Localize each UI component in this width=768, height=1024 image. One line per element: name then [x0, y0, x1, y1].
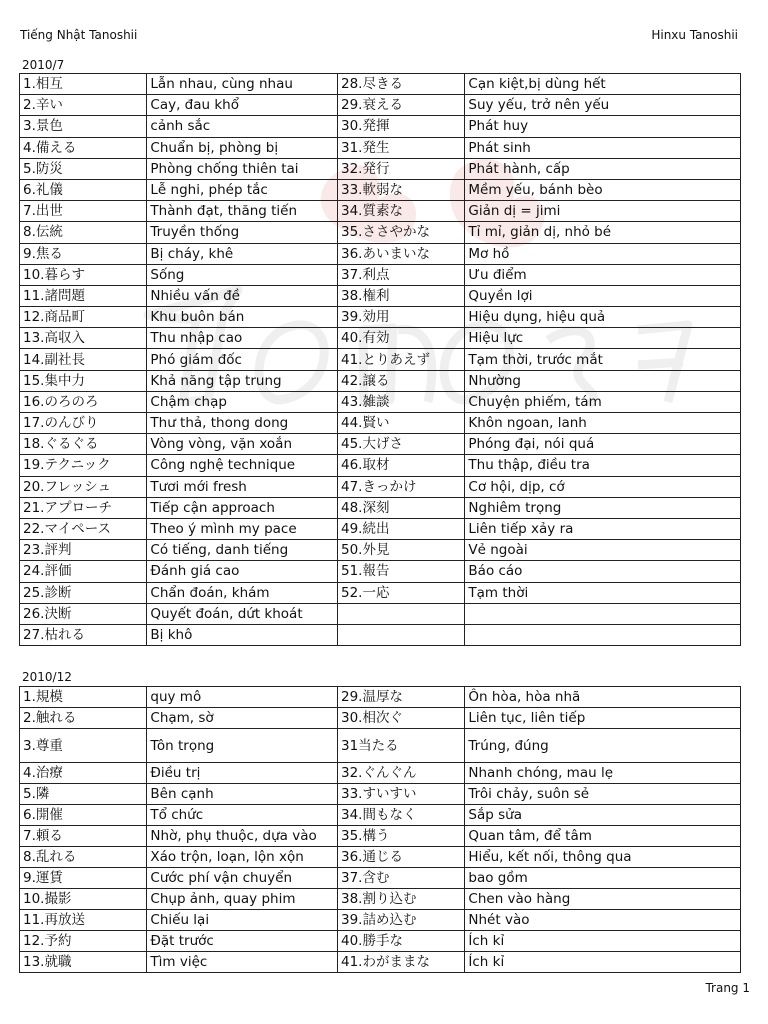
header-left-title: Tiếng Nhật Tanoshii: [20, 28, 138, 42]
table-row: [20, 763, 741, 784]
vocab-table: [19, 686, 741, 973]
vietnamese-meaning-cell: Phát huy: [465, 116, 741, 137]
vietnamese-meaning-cell: Theo ý mình my pace: [147, 518, 338, 539]
vietnamese-meaning-cell: Truyền thống: [147, 222, 338, 243]
vietnamese-meaning-cell: Thành đạt, thăng tiến: [147, 201, 338, 222]
table-row: [20, 116, 741, 137]
japanese-term-cell: [338, 603, 465, 624]
japanese-term-cell: 37.利点: [338, 264, 465, 285]
table-row: [20, 603, 741, 624]
vietnamese-meaning-cell: Bị khô: [147, 624, 338, 645]
japanese-term-cell: 45.大げさ: [338, 434, 465, 455]
page-number: Trang 1: [705, 981, 750, 995]
vietnamese-meaning-cell: Chuẩn bị, phòng bị: [147, 137, 338, 158]
vietnamese-meaning-cell: Sắp sửa: [465, 805, 741, 826]
japanese-term-cell: 3.尊重: [20, 729, 147, 763]
japanese-term-cell: 43.雑談: [338, 391, 465, 412]
vietnamese-meaning-cell: Nhường: [465, 370, 741, 391]
vietnamese-meaning-cell: Liên tiếp xảy ra: [465, 518, 741, 539]
table-row: [20, 434, 741, 455]
vietnamese-meaning-cell: Vòng vòng, vặn xoắn: [147, 434, 338, 455]
table-row: [20, 349, 741, 370]
japanese-term-cell: 13.高収入: [20, 328, 147, 349]
vietnamese-meaning-cell: Có tiếng, danh tiếng: [147, 540, 338, 561]
vietnamese-meaning-cell: Nhiều vấn đề: [147, 285, 338, 306]
vietnamese-meaning-cell: Nghiêm trọng: [465, 497, 741, 518]
japanese-term-cell: 8.伝統: [20, 222, 147, 243]
japanese-term-cell: 30.発揮: [338, 116, 465, 137]
table-row: [20, 729, 741, 763]
japanese-term-cell: 49.続出: [338, 518, 465, 539]
japanese-term-cell: 15.集中力: [20, 370, 147, 391]
vietnamese-meaning-cell: Cay, đau khổ: [147, 95, 338, 116]
japanese-term-cell: 4.備える: [20, 137, 147, 158]
japanese-term-cell: 32.発行: [338, 158, 465, 179]
table-row: [20, 137, 741, 158]
japanese-term-cell: 10.暮らす: [20, 264, 147, 285]
japanese-term-cell: 34.間もなく: [338, 805, 465, 826]
vietnamese-meaning-cell: Điều trị: [147, 763, 338, 784]
vietnamese-meaning-cell: Ôn hòa, hòa nhã: [465, 687, 741, 708]
vietnamese-meaning-cell: Tôn trọng: [147, 729, 338, 763]
japanese-term-cell: 17.のんびり: [20, 413, 147, 434]
vietnamese-meaning-cell: Khu buôn bán: [147, 307, 338, 328]
vietnamese-meaning-cell: Ưu điểm: [465, 264, 741, 285]
japanese-term-cell: 19.テクニック: [20, 455, 147, 476]
japanese-term-cell: 33.すいすい: [338, 784, 465, 805]
table-row: [20, 158, 741, 179]
japanese-term-cell: 38.権利: [338, 285, 465, 306]
vietnamese-meaning-cell: Chụp ảnh, quay phim: [147, 889, 338, 910]
japanese-term-cell: 39.詰め込む: [338, 910, 465, 931]
vietnamese-meaning-cell: Cạn kiệt,bị dùng hết: [465, 74, 741, 95]
section-date-label: 2010/12: [22, 670, 72, 684]
japanese-term-cell: 11.再放送: [20, 910, 147, 931]
vietnamese-meaning-cell: Tỉ mỉ, giản dị, nhỏ bé: [465, 222, 741, 243]
table-row: [20, 370, 741, 391]
vietnamese-meaning-cell: Phóng đại, nói quá: [465, 434, 741, 455]
vietnamese-meaning-cell: Chiếu lại: [147, 910, 338, 931]
japanese-term-cell: 40.勝手な: [338, 931, 465, 952]
japanese-term-cell: 12.予約: [20, 931, 147, 952]
table-row: [20, 708, 741, 729]
japanese-term-cell: 36.通じる: [338, 847, 465, 868]
japanese-term-cell: 4.治療: [20, 763, 147, 784]
japanese-term-cell: 21.アプローチ: [20, 497, 147, 518]
vietnamese-meaning-cell: Ích kỉ: [465, 952, 741, 973]
japanese-term-cell: 41.とりあえず: [338, 349, 465, 370]
table-row: [20, 582, 741, 603]
table-row: [20, 931, 741, 952]
japanese-term-cell: 28.尽きる: [338, 74, 465, 95]
table-row: [20, 952, 741, 973]
table-row: [20, 476, 741, 497]
vietnamese-meaning-cell: Ích kỉ: [465, 931, 741, 952]
vietnamese-meaning-cell: Nhờ, phụ thuộc, dựa vào: [147, 826, 338, 847]
table-row: [20, 910, 741, 931]
table-row: [20, 561, 741, 582]
vietnamese-meaning-cell: Sống: [147, 264, 338, 285]
vietnamese-meaning-cell: Tạm thời, trước mắt: [465, 349, 741, 370]
japanese-term-cell: 33.軟弱な: [338, 179, 465, 200]
table-row: [20, 307, 741, 328]
vietnamese-meaning-cell: Vẻ ngoài: [465, 540, 741, 561]
japanese-term-cell: 26.決断: [20, 603, 147, 624]
vietnamese-meaning-cell: Hiệu lực: [465, 328, 741, 349]
table-row: [20, 328, 741, 349]
vietnamese-meaning-cell: Quyền lợi: [465, 285, 741, 306]
japanese-term-cell: 34.質素な: [338, 201, 465, 222]
vietnamese-meaning-cell: Phòng chống thiên tai: [147, 158, 338, 179]
japanese-term-cell: 2.触れる: [20, 708, 147, 729]
japanese-term-cell: 30.相次ぐ: [338, 708, 465, 729]
vietnamese-meaning-cell: [465, 624, 741, 645]
japanese-term-cell: 31.発生: [338, 137, 465, 158]
table-row: [20, 455, 741, 476]
vietnamese-meaning-cell: Lẫn nhau, cùng nhau: [147, 74, 338, 95]
vietnamese-meaning-cell: Tổ chức: [147, 805, 338, 826]
table-row: [20, 784, 741, 805]
vietnamese-meaning-cell: Chen vào hàng: [465, 889, 741, 910]
vietnamese-meaning-cell: Lễ nghi, phép tắc: [147, 179, 338, 200]
table-row: [20, 497, 741, 518]
vietnamese-meaning-cell: Tạm thời: [465, 582, 741, 603]
japanese-term-cell: 32.ぐんぐん: [338, 763, 465, 784]
japanese-term-cell: 36.あいまいな: [338, 243, 465, 264]
table-row: [20, 222, 741, 243]
japanese-term-cell: 48.深刻: [338, 497, 465, 518]
japanese-term-cell: 10.撮影: [20, 889, 147, 910]
vietnamese-meaning-cell: Thư thả, thong dong: [147, 413, 338, 434]
japanese-term-cell: 22.マイペース: [20, 518, 147, 539]
vietnamese-meaning-cell: Xáo trộn, loạn, lộn xộn: [147, 847, 338, 868]
table-row: [20, 624, 741, 645]
vietnamese-meaning-cell: Phó giám đốc: [147, 349, 338, 370]
japanese-term-cell: 1.規模: [20, 687, 147, 708]
section-date-label: 2010/7: [22, 58, 65, 72]
table-row: [20, 805, 741, 826]
japanese-term-cell: 23.評判: [20, 540, 147, 561]
japanese-term-cell: 8.乱れる: [20, 847, 147, 868]
vietnamese-meaning-cell: Quyết đoán, dứt khoát: [147, 603, 338, 624]
japanese-term-cell: 14.副社長: [20, 349, 147, 370]
japanese-term-cell: 6.礼儀: [20, 179, 147, 200]
vietnamese-meaning-cell: Mềm yếu, bánh bèo: [465, 179, 741, 200]
table-row: [20, 243, 741, 264]
japanese-term-cell: 16.のろのろ: [20, 391, 147, 412]
table-row: [20, 687, 741, 708]
vietnamese-meaning-cell: Tươi mới fresh: [147, 476, 338, 497]
japanese-term-cell: 25.診断: [20, 582, 147, 603]
vietnamese-meaning-cell: Công nghệ technique: [147, 455, 338, 476]
vietnamese-meaning-cell: quy mô: [147, 687, 338, 708]
table-row: [20, 201, 741, 222]
vietnamese-meaning-cell: Hiểu, kết nối, thông qua: [465, 847, 741, 868]
table-row: [20, 518, 741, 539]
japanese-term-cell: 42.譲る: [338, 370, 465, 391]
table-row: [20, 285, 741, 306]
vocab-table: [19, 73, 741, 646]
japanese-term-cell: 41.わがままな: [338, 952, 465, 973]
japanese-term-cell: 24.評価: [20, 561, 147, 582]
table-row: [20, 847, 741, 868]
japanese-term-cell: 2.辛い: [20, 95, 147, 116]
vietnamese-meaning-cell: Cước phí vận chuyển: [147, 868, 338, 889]
vietnamese-meaning-cell: Thu nhập cao: [147, 328, 338, 349]
vietnamese-meaning-cell: Suy yếu, trở nên yếu: [465, 95, 741, 116]
japanese-term-cell: 39.効用: [338, 307, 465, 328]
vietnamese-meaning-cell: Mơ hồ: [465, 243, 741, 264]
vietnamese-meaning-cell: Chạm, sờ: [147, 708, 338, 729]
vietnamese-meaning-cell: Khả năng tập trung: [147, 370, 338, 391]
header-right-title: Hinxu Tanoshii: [651, 28, 738, 42]
japanese-term-cell: 9.運賃: [20, 868, 147, 889]
vietnamese-meaning-cell: Đặt trước: [147, 931, 338, 952]
japanese-term-cell: 40.有効: [338, 328, 465, 349]
table-row: [20, 413, 741, 434]
japanese-term-cell: 1.相互: [20, 74, 147, 95]
vietnamese-meaning-cell: Báo cáo: [465, 561, 741, 582]
vietnamese-meaning-cell: cảnh sắc: [147, 116, 338, 137]
vietnamese-meaning-cell: Trúng, đúng: [465, 729, 741, 763]
vietnamese-meaning-cell: Thu thập, điều tra: [465, 455, 741, 476]
vietnamese-meaning-cell: Đánh giá cao: [147, 561, 338, 582]
table-row: [20, 74, 741, 95]
vietnamese-meaning-cell: Phát sinh: [465, 137, 741, 158]
japanese-term-cell: 44.賢い: [338, 413, 465, 434]
japanese-term-cell: 12.商品町: [20, 307, 147, 328]
japanese-term-cell: 35.構う: [338, 826, 465, 847]
vietnamese-meaning-cell: Quan tâm, để tâm: [465, 826, 741, 847]
vietnamese-meaning-cell: Bên cạnh: [147, 784, 338, 805]
vietnamese-meaning-cell: Chuyện phiếm, tám: [465, 391, 741, 412]
japanese-term-cell: 29.衰える: [338, 95, 465, 116]
vietnamese-meaning-cell: Khôn ngoan, lanh: [465, 413, 741, 434]
vietnamese-meaning-cell: Giản dị = jimi: [465, 201, 741, 222]
table-row: [20, 179, 741, 200]
japanese-term-cell: 18.ぐるぐる: [20, 434, 147, 455]
table-row: [20, 868, 741, 889]
japanese-term-cell: 20.フレッシュ: [20, 476, 147, 497]
japanese-term-cell: 11.諸問題: [20, 285, 147, 306]
vietnamese-meaning-cell: Bị cháy, khê: [147, 243, 338, 264]
vietnamese-meaning-cell: Liên tục, liên tiếp: [465, 708, 741, 729]
table-row: [20, 95, 741, 116]
japanese-term-cell: 35.ささやかな: [338, 222, 465, 243]
japanese-term-cell: 3.景色: [20, 116, 147, 137]
japanese-term-cell: 5.隣: [20, 784, 147, 805]
table-row: [20, 826, 741, 847]
japanese-term-cell: 5.防災: [20, 158, 147, 179]
japanese-term-cell: 7.出世: [20, 201, 147, 222]
table-row: [20, 264, 741, 285]
japanese-term-cell: 47.きっかけ: [338, 476, 465, 497]
japanese-term-cell: 7.頼る: [20, 826, 147, 847]
table-row: [20, 889, 741, 910]
japanese-term-cell: 31当たる: [338, 729, 465, 763]
vietnamese-meaning-cell: Tiếp cận approach: [147, 497, 338, 518]
japanese-term-cell: [338, 624, 465, 645]
vietnamese-meaning-cell: Cơ hội, dịp, cớ: [465, 476, 741, 497]
vietnamese-meaning-cell: Tìm việc: [147, 952, 338, 973]
japanese-term-cell: 51.報告: [338, 561, 465, 582]
japanese-term-cell: 37.含む: [338, 868, 465, 889]
vietnamese-meaning-cell: Nhanh chóng, mau lẹ: [465, 763, 741, 784]
vietnamese-meaning-cell: Nhét vào: [465, 910, 741, 931]
vietnamese-meaning-cell: Chẩn đoán, khám: [147, 582, 338, 603]
japanese-term-cell: 9.焦る: [20, 243, 147, 264]
vietnamese-meaning-cell: Hiệu dụng, hiệu quả: [465, 307, 741, 328]
japanese-term-cell: 38.割り込む: [338, 889, 465, 910]
japanese-term-cell: 27.枯れる: [20, 624, 147, 645]
table-row: [20, 540, 741, 561]
vietnamese-meaning-cell: Phát hành, cấp: [465, 158, 741, 179]
table-row: [20, 391, 741, 412]
vietnamese-meaning-cell: [465, 603, 741, 624]
vietnamese-meaning-cell: bao gồm: [465, 868, 741, 889]
japanese-term-cell: 50.外見: [338, 540, 465, 561]
japanese-term-cell: 13.就職: [20, 952, 147, 973]
japanese-term-cell: 52.一応: [338, 582, 465, 603]
japanese-term-cell: 46.取材: [338, 455, 465, 476]
vietnamese-meaning-cell: Trôi chảy, suôn sẻ: [465, 784, 741, 805]
japanese-term-cell: 29.温厚な: [338, 687, 465, 708]
japanese-term-cell: 6.開催: [20, 805, 147, 826]
vietnamese-meaning-cell: Chậm chạp: [147, 391, 338, 412]
